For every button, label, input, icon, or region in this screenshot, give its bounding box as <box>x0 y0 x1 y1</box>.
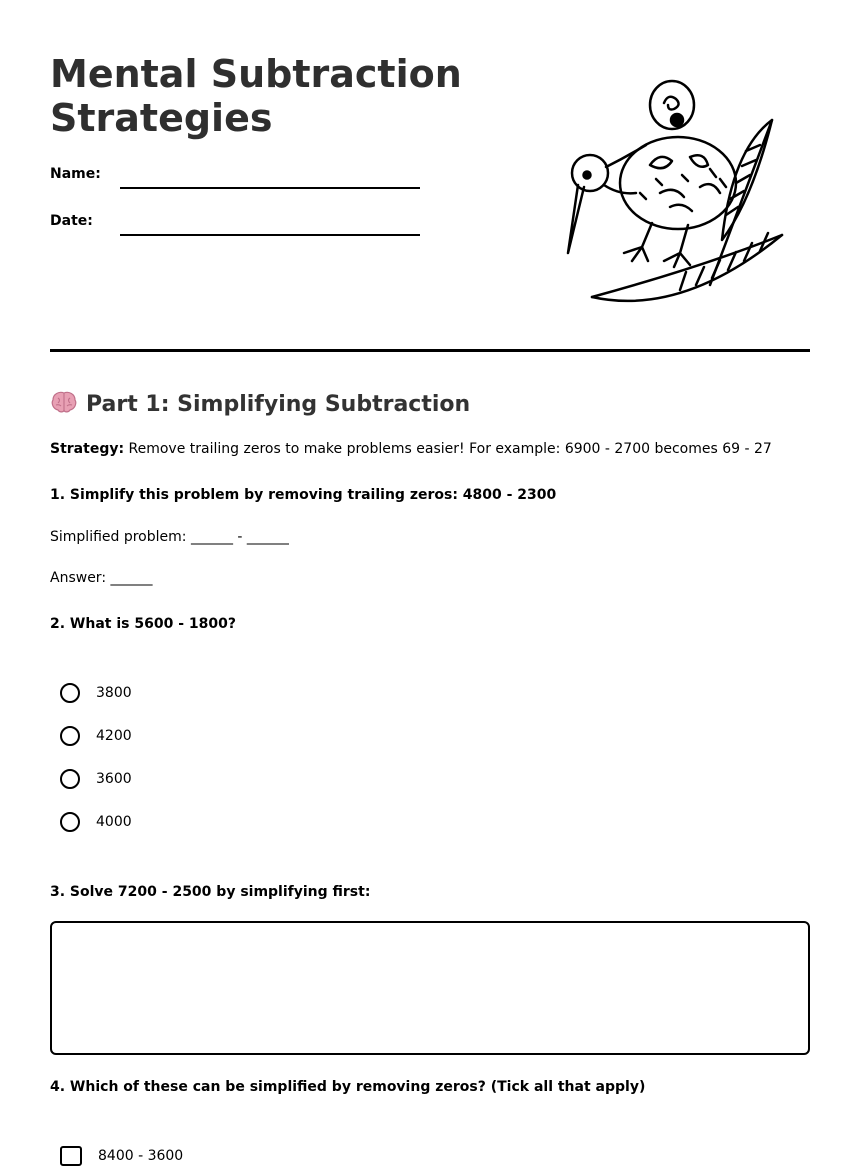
kiwi-bird-illustration <box>560 75 790 310</box>
section-divider <box>50 349 810 352</box>
q2-option-3[interactable] <box>60 767 132 791</box>
question-2: 2. What is 5600 - 1800? <box>50 616 236 632</box>
option-label: 3600 <box>96 771 132 787</box>
q1-answer-line[interactable]: Answer: ______ <box>50 570 153 586</box>
part1-title-text: Part 1: Simplifying Subtraction <box>86 392 471 417</box>
q2-option-4[interactable] <box>60 810 132 834</box>
option-label: 3800 <box>96 685 132 701</box>
date-field[interactable] <box>120 234 420 236</box>
name-field[interactable] <box>120 187 420 189</box>
brain-icon <box>50 390 78 414</box>
q4-option-1[interactable] <box>60 1144 183 1168</box>
radio-button[interactable] <box>60 812 80 832</box>
q1-simplified-line[interactable]: Simplified problem: ______ - ______ <box>50 529 289 545</box>
q2-option-2[interactable] <box>60 724 132 748</box>
option-label: 4200 <box>96 728 132 744</box>
question-3: 3. Solve 7200 - 2500 by simplifying first: <box>50 884 371 900</box>
option-label: 8400 - 3600 <box>98 1148 184 1164</box>
page-title <box>50 52 462 140</box>
date-label: Date: <box>50 213 93 229</box>
title-line-2: Strategies <box>50 96 273 140</box>
part1-title <box>50 390 470 417</box>
question-1: 1. Simplify this problem by removing trailing zeros: 4800 - 2300 <box>50 487 557 503</box>
title-line-1: Mental Subtraction <box>50 52 462 96</box>
q3-answer-box[interactable] <box>50 921 810 1055</box>
strategy-body: Remove trailing zeros to make problems easier! For example: 6900 - 2700 becomes 69 - 27 <box>124 441 772 457</box>
radio-button[interactable] <box>60 726 80 746</box>
strategy-label: Strategy: <box>50 441 125 457</box>
checkbox[interactable] <box>60 1146 82 1166</box>
option-label: 4000 <box>96 814 132 830</box>
radio-button[interactable] <box>60 683 80 703</box>
question-4: 4. Which of these can be simplified by removing zeros? (Tick all that apply) <box>50 1079 646 1095</box>
strategy-text <box>50 441 772 457</box>
name-label: Name: <box>50 166 101 182</box>
radio-button[interactable] <box>60 769 80 789</box>
q2-option-1[interactable] <box>60 681 132 705</box>
